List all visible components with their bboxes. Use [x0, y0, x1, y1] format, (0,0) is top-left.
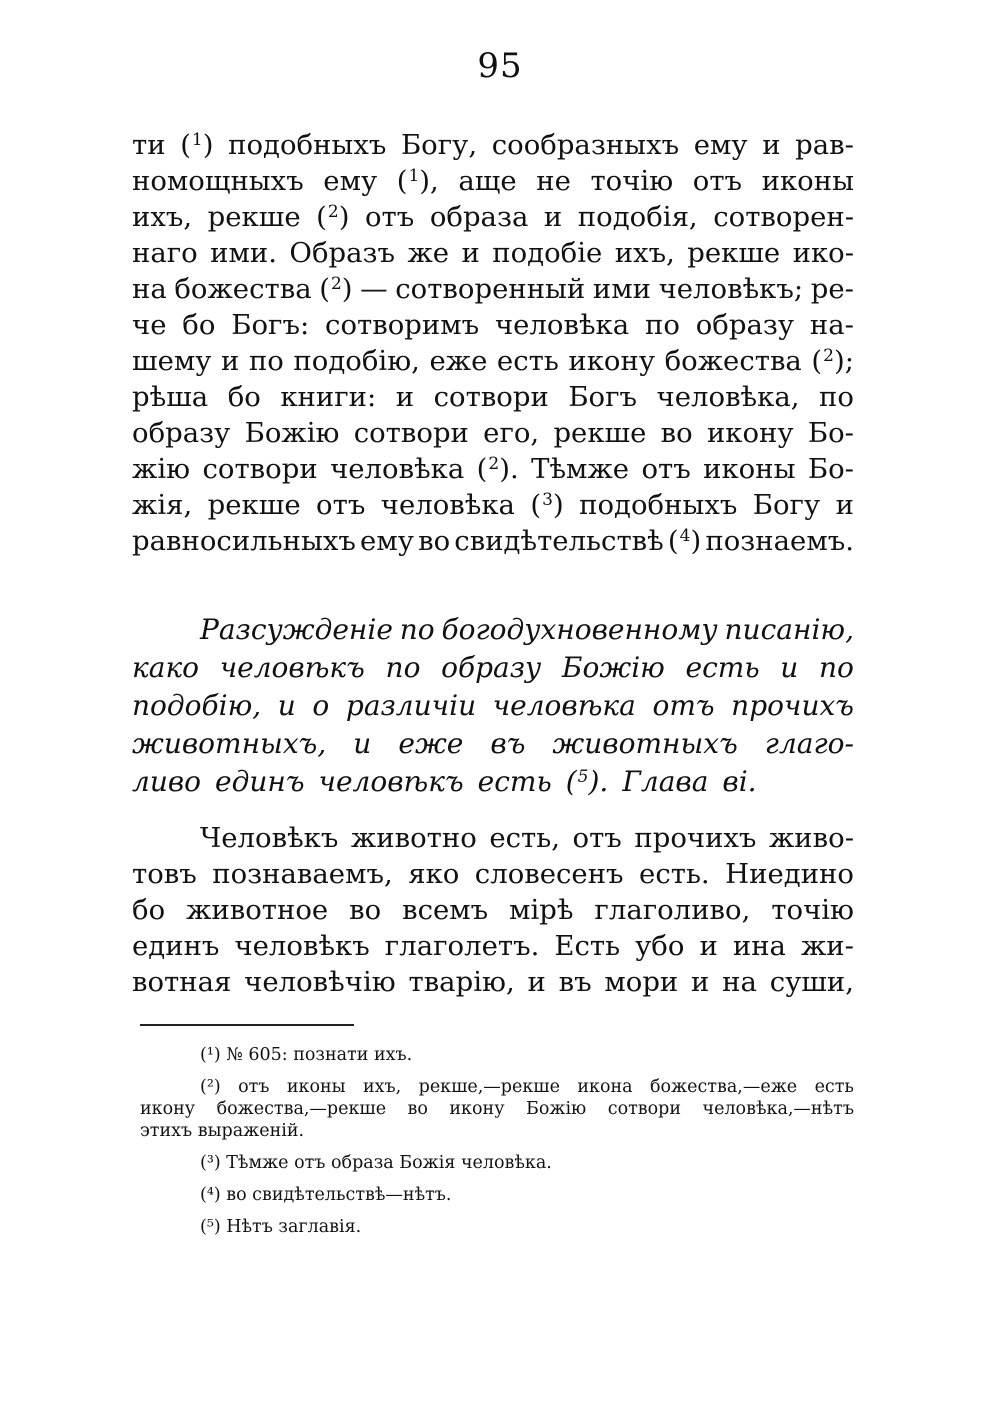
title-line: подобію, и о различіи человѣка отъ прочихъ [132, 689, 854, 722]
footnote-2: (²) отъ иконы ихъ, рекше,—рекше икона божества,—еже есть [200, 1077, 854, 1097]
footnote-2-cont: икону божества,—рекше во икону Божію сотвори человѣка,—нѣтъ [140, 1099, 854, 1119]
text-line: шему и по подобію, еже есть икону божества ($^2$); [132, 345, 854, 377]
text-line: номощныхъ ему ($^1$), аще не точію отъ иконы [132, 165, 854, 197]
text-line: Человѣкъ животно есть, отъ прочихъ живо- [200, 822, 854, 854]
title-line: ливо единъ человѣкъ есть ($^5$). Глава ві. [132, 765, 757, 798]
page-number: 95 [477, 46, 523, 86]
paragraph-1 [132, 127, 854, 559]
footnote-1: (¹) № 605: познати ихъ. [200, 1045, 413, 1065]
text-line: товъ познаваемъ, яко словесенъ есть. Ниедино [132, 858, 854, 890]
text-line: равносильныхъ ему во свидѣтельствѣ ($^4$) познаемъ. [132, 525, 854, 557]
footnotes [140, 1044, 854, 1238]
footnote-2-end: этихъ выраженій. [140, 1121, 305, 1141]
text-line: че бо Богъ: сотворимъ человѣка по образу на- [132, 309, 854, 341]
text-line: на божества ($^2$) — сотворенный ими человѣкъ; ре- [132, 273, 854, 305]
footnote-3: (³) Тѣмже отъ образа Божія человѣка. [200, 1153, 552, 1173]
text-line: жія, рекше отъ человѣка ($^3$) подобныхъ Богу и [132, 489, 854, 521]
title-line: како человѣкъ по образу Божію есть и по [132, 651, 854, 684]
text-line: единъ человѣкъ глаголетъ. Есть убо и ина жи- [132, 930, 854, 962]
paragraph-2 [132, 820, 854, 1000]
chapter-title [132, 611, 854, 801]
text-line: бо животное во всемъ мірѣ глаголиво, точію [132, 894, 854, 926]
text-line: ихъ, рекше ($^2$) отъ образа и подобія, сотворен- [132, 201, 854, 233]
footnote-4: (⁴) во свидѣтельствѣ—нѣтъ. [200, 1185, 452, 1205]
footnote-rule [140, 1024, 354, 1026]
title-line: Разсужденіе по богодухновенному писанію, [200, 613, 854, 646]
footnote-5: (⁵) Нѣтъ заглавія. [200, 1217, 362, 1237]
text-line: жію сотвори человѣка ($^2$). Тѣмже отъ иконы Бо- [132, 453, 854, 485]
text-line: ти ($^1$) подобныхъ Богу, сообразныхъ ему и рав- [132, 129, 854, 161]
text-line: вотная человѣчію тварію, и въ мори и на суши, [132, 966, 854, 998]
title-line: животныхъ, и еже въ животныхъ глаго- [132, 727, 854, 760]
text-line: образу Божію сотвори его, рекше во икону Бо- [132, 417, 854, 449]
text-line: наго ими. Образъ же и подобіе ихъ, рекше ико- [132, 237, 854, 269]
text-line: рѣша бо книги: и сотвори Богъ человѣка, по [132, 381, 854, 413]
